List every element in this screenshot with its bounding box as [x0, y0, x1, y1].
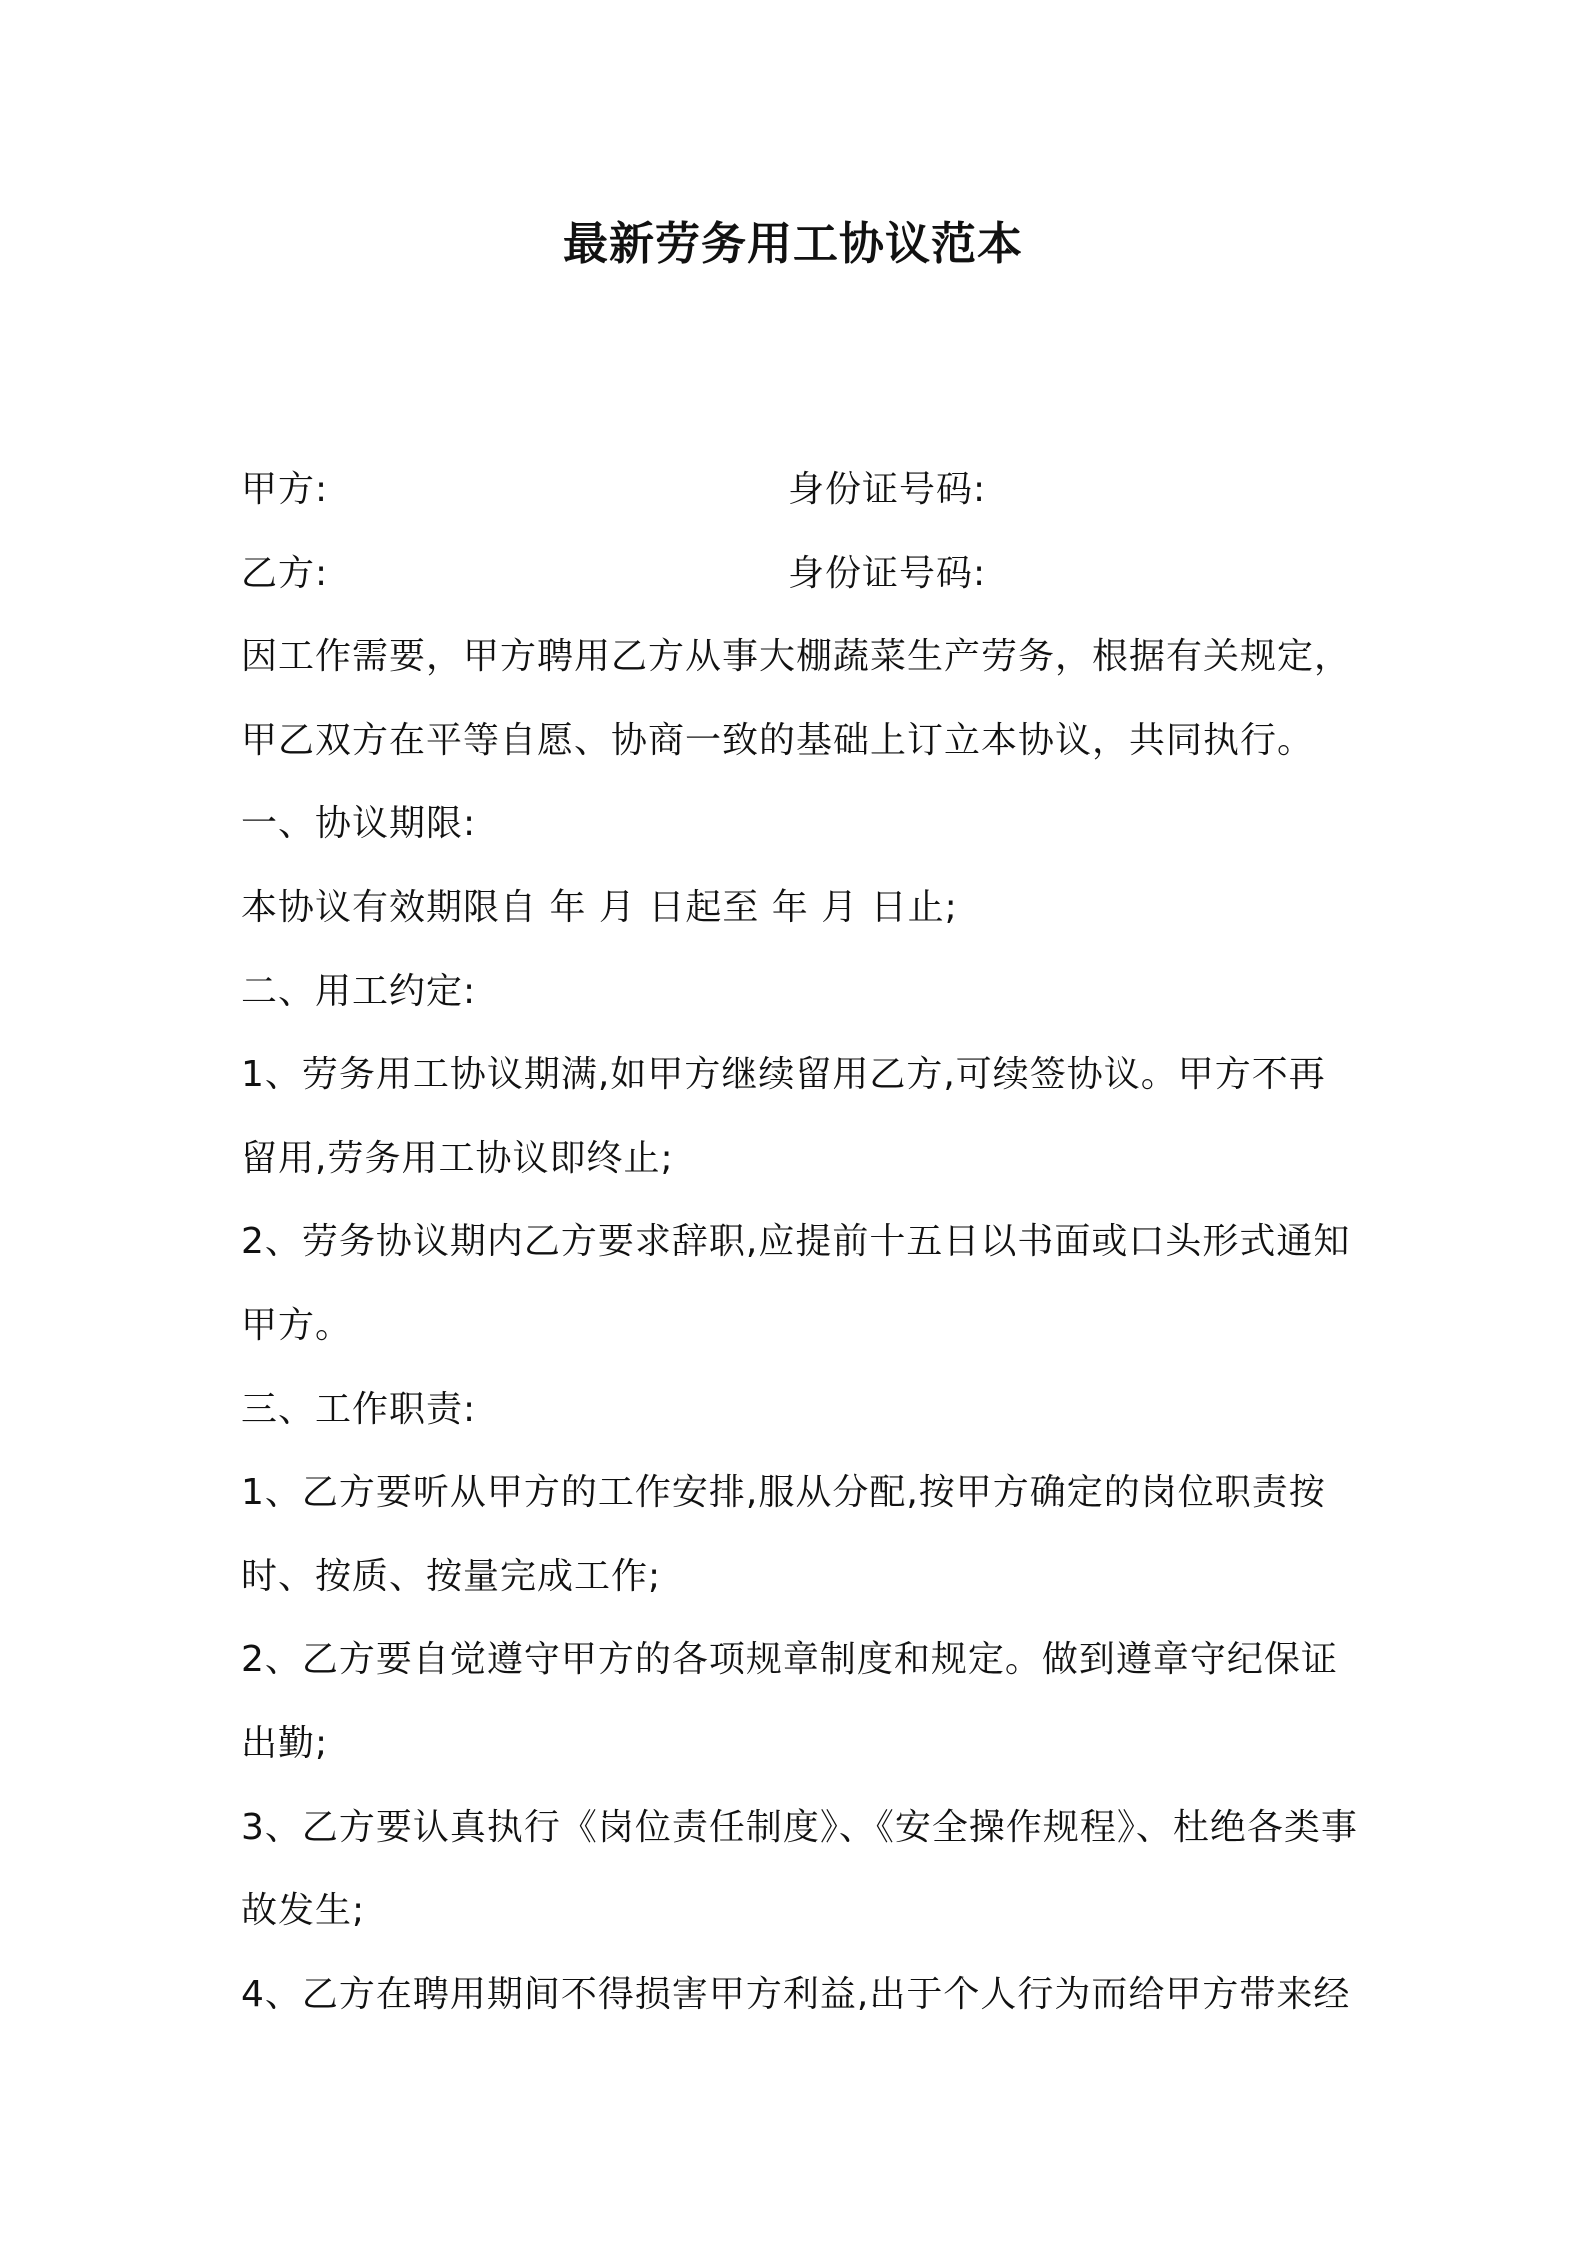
party-b-id-label: 身份证号码:	[788, 552, 987, 594]
section-line: 1、乙方要听从甲方的工作安排,服从分配,按甲方确定的岗位职责按	[241, 1472, 1326, 1514]
intro-line: 因工作需要，甲方聘用乙方从事大棚蔬菜生产劳务，根据有关规定，	[241, 636, 1352, 678]
section-line: 1、劳务用工协议期满,如甲方继续留用乙方,可续签协议。甲方不再	[241, 1054, 1326, 1096]
section-heading: 一、协议期限:	[241, 803, 477, 845]
section-line: 甲方。	[241, 1304, 353, 1346]
document-title: 最新劳务用工协议范本	[562, 217, 1023, 270]
section-line: 留用,劳务用工协议即终止;	[241, 1137, 674, 1179]
section-line: 4、乙方在聘用期间不得损害甲方利益,出于个人行为而给甲方带来经	[241, 1973, 1351, 2015]
section-line: 2、劳务协议期内乙方要求辞职,应提前十五日以书面或口头形式通知	[241, 1221, 1351, 1263]
party-a-label: 甲方:	[241, 469, 329, 510]
section-line: 时、按质、按量完成工作;	[241, 1555, 662, 1597]
section-line: 3、乙方要认真执行《岗位责任制度》、《安全操作规程》、杜绝各类事	[241, 1806, 1358, 1848]
party-a-id-label: 身份证号码:	[788, 469, 987, 510]
section-heading: 三、工作职责:	[241, 1388, 477, 1430]
document-body	[241, 448, 1361, 2036]
section-line: 出勤;	[241, 1722, 329, 1764]
party-b-label: 乙方:	[241, 552, 329, 594]
section-heading: 二、用工约定:	[241, 970, 477, 1012]
intro-line: 甲乙双方在平等自愿、协商一致的基础上订立本协议，共同执行。	[241, 719, 1315, 761]
section-line: 故发生;	[241, 1890, 366, 1932]
party-a-row	[241, 448, 1361, 532]
section-line: 2、乙方要自觉遵守甲方的各项规章制度和规定。做到遵章守纪保证	[241, 1639, 1338, 1681]
party-b-row	[241, 532, 1361, 616]
section-line: 本协议有效期限自 年 月 日起至 年 月 日止;	[241, 886, 958, 928]
